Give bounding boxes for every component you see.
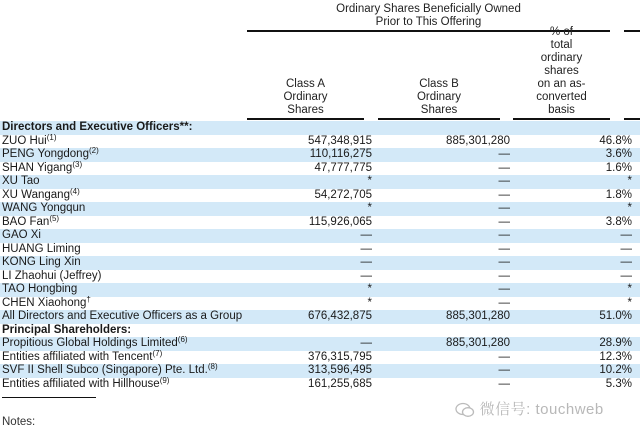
col-header-class-b: Class B Ordinary Shares (416, 78, 462, 116)
class-b-value: — (498, 215, 510, 228)
class-b-value: — (498, 269, 510, 282)
row-name: BAO Fan$^{(5)}$ (2, 213, 60, 228)
class-b-value: 885,301,280 (446, 134, 510, 147)
pct-value: * (627, 296, 632, 309)
col-header-pct: % of total ordinary shares on an as- converted basis (536, 26, 587, 116)
col-a-rule (247, 118, 364, 120)
row-name: Propitious Global Holdings Limited$^{(6)}$ (2, 335, 188, 349)
class-a-value: 115,926,065 (308, 215, 372, 228)
row-name: WANG Yongqun (2, 202, 86, 214)
class-b-value: — (498, 377, 510, 390)
pct-value: — (620, 229, 632, 241)
pct-value: * (627, 202, 632, 214)
class-a-value: * (367, 175, 372, 187)
table-row (0, 294, 640, 311)
footnote-ref: (4) (69, 186, 80, 196)
class-a-value: — (360, 337, 372, 349)
table-row (0, 375, 640, 392)
table-row (0, 186, 640, 203)
next-group-rule (624, 30, 640, 32)
class-b-value: — (498, 283, 510, 295)
wechat-icon (455, 402, 475, 418)
row-name: Directors and Executive Officers**: (2, 121, 193, 133)
class-b-value: — (498, 256, 510, 268)
pct-value: 5.3% (605, 377, 632, 390)
class-a-value: 47,777,775 (314, 161, 372, 174)
class-a-value: 54,272,705 (314, 188, 372, 201)
table-row (0, 213, 640, 230)
footnote-ref: (8) (207, 362, 218, 371)
class-b-value: — (498, 148, 510, 160)
class-a-value: — (360, 229, 372, 241)
row-name: SHAN Yigang$^{(3)}$ (2, 159, 83, 174)
class-b-value: 885,301,280 (446, 310, 510, 322)
table-row (0, 283, 640, 297)
row-name: All Directors and Executive Officers as a Group (2, 310, 243, 322)
pct-value: — (620, 242, 632, 255)
section-header-row (0, 121, 640, 135)
table-row (0, 243, 640, 257)
row-name: ZUO Hui$^{(1)}$ (2, 132, 57, 147)
class-b-value: 885,301,280 (446, 337, 510, 349)
footnote-ref: (9) (159, 375, 170, 385)
class-b-value: — (498, 229, 510, 241)
class-a-value: 676,432,875 (308, 310, 372, 322)
pct-value: 46.8% (599, 134, 632, 147)
table-row (0, 348, 640, 365)
row-name: GAO Xi (2, 229, 41, 241)
pct-value: * (627, 283, 632, 295)
class-a-value: 161,255,685 (308, 377, 372, 390)
row-name: SVF II Shell Subco (Singapore) Pte. Ltd.$^{(8)}$ (2, 362, 218, 376)
pct-value: 1.8% (605, 188, 632, 201)
class-a-value: — (360, 269, 372, 282)
footnote-ref: (7) (152, 348, 163, 358)
row-name: XU Wangang$^{(4)}$ (2, 186, 80, 201)
class-b-value: — (498, 364, 510, 376)
row-name: Entities affiliated with Hillhouse$^{(9)}$ (2, 375, 170, 390)
table-row (0, 270, 640, 284)
pct-value: — (620, 256, 632, 268)
footnote-ref: (2) (88, 146, 99, 155)
row-name: Principal Shareholders: (2, 323, 132, 336)
footnote-ref: (6) (177, 335, 188, 344)
footnote-ref: (5) (49, 213, 60, 223)
col-pct-rule (513, 118, 610, 120)
footnote-rule (2, 397, 96, 398)
class-a-value: 376,315,795 (308, 350, 372, 363)
pct-value: * (627, 175, 632, 187)
table-row (0, 364, 640, 378)
section-header-row (0, 324, 640, 338)
watermark: 微信号: touchweb (455, 398, 604, 419)
pct-value: 51.0% (599, 310, 632, 322)
row-name: HUANG Liming (2, 242, 81, 255)
class-a-value: 547,348,915 (308, 134, 372, 147)
pct-value: 12.3% (599, 350, 632, 363)
class-a-value: — (360, 256, 372, 268)
row-name: Entities affiliated with Tencent$^{(7)}$ (2, 348, 163, 363)
table-row (0, 175, 640, 189)
class-b-value: — (498, 296, 510, 309)
footnote-ref: † (86, 294, 91, 304)
class-b-value: — (498, 161, 510, 174)
table-row (0, 337, 640, 351)
class-a-value: 110,116,275 (309, 148, 372, 160)
table-row (0, 148, 640, 162)
table-row (0, 159, 640, 176)
class-a-value: * (367, 283, 372, 295)
row-name: PENG Yongdong$^{(2)}$ (2, 146, 99, 160)
pct-value: 3.8% (605, 215, 632, 228)
notes-label: Notes: (2, 416, 36, 428)
table-row (0, 310, 640, 324)
class-b-value: — (498, 175, 510, 187)
footnote-ref: (1) (46, 132, 57, 142)
row-name: CHEN Xiaohong† (2, 294, 91, 309)
pct-value: 1.6% (605, 161, 632, 174)
class-a-value: * (367, 202, 372, 214)
pct-value: 28.9% (599, 337, 632, 349)
row-name: TAO Hongbing (2, 283, 78, 295)
footnote-ref: (3) (72, 159, 83, 169)
row-name: KONG Ling Xin (2, 256, 81, 268)
next-col-rule (624, 118, 640, 120)
table-row (0, 229, 640, 243)
table-row (0, 202, 640, 216)
class-b-value: — (498, 242, 510, 255)
class-a-value: 313,596,495 (308, 364, 372, 376)
class-b-value: — (498, 188, 510, 201)
col-header-class-a: Class A Ordinary Shares (283, 78, 328, 116)
pct-value: 10.2% (599, 364, 632, 376)
pct-value: 3.6% (605, 148, 632, 160)
row-name: LI Zhaohui (Jeffrey) (2, 269, 102, 282)
group-header: Ordinary Shares Beneficially Owned Prior to This Offering (336, 3, 521, 28)
class-a-value: — (360, 242, 372, 255)
class-b-value: — (498, 202, 510, 214)
class-a-value: * (367, 296, 372, 309)
row-name: XU Tao (2, 175, 40, 187)
class-b-value: — (498, 350, 510, 363)
col-b-rule (378, 118, 500, 120)
pct-value: — (620, 269, 632, 282)
table-row (0, 256, 640, 270)
